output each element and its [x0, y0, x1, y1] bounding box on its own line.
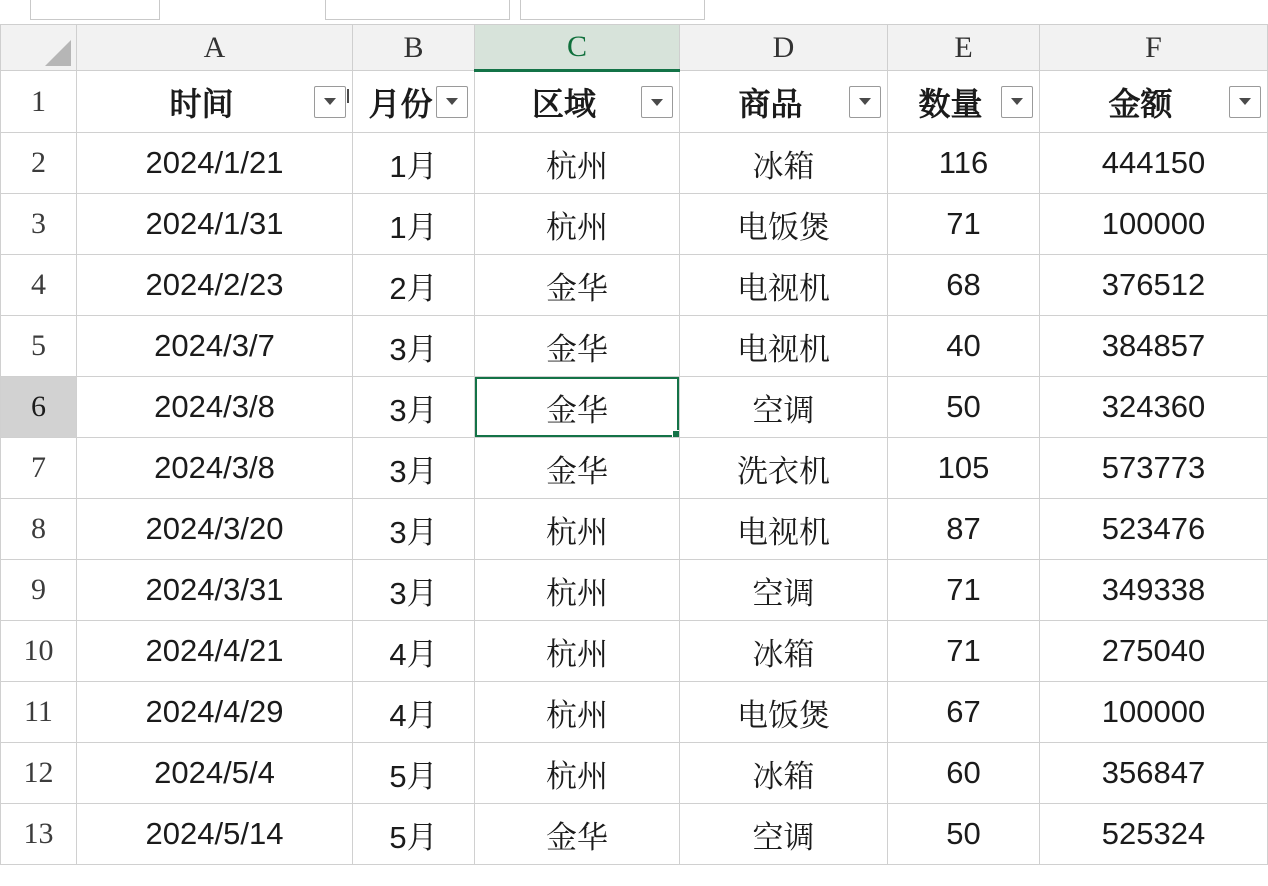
cell-F2[interactable]: 444150: [1040, 133, 1268, 194]
row-header-9[interactable]: 9: [1, 560, 77, 621]
table-row: [1, 255, 1268, 316]
row-header-12[interactable]: 12: [1, 743, 77, 804]
header-cell-label: 区域: [531, 86, 596, 122]
column-header-e[interactable]: E: [888, 25, 1040, 71]
column-header-row: [1, 25, 1268, 71]
header-cell-label: 数量: [918, 85, 983, 122]
header-cell-label: 商品: [738, 85, 803, 122]
header-cell-3[interactable]: [475, 71, 680, 133]
column-header-a[interactable]: A: [77, 25, 353, 71]
browser-tab-1[interactable]: [30, 0, 160, 20]
browser-tab-3[interactable]: [520, 0, 705, 20]
row-header-7[interactable]: 7: [1, 438, 77, 499]
filter-dropdown-icon[interactable]: [849, 86, 881, 118]
cell-C10[interactable]: 杭州: [475, 621, 680, 682]
cell-F13[interactable]: 525324: [1040, 804, 1268, 865]
table-header-row: [1, 71, 1268, 133]
cell-A12[interactable]: 2024/5/4: [77, 743, 353, 804]
cell-B8[interactable]: 3月: [353, 499, 475, 560]
cell-F7[interactable]: 573773: [1040, 438, 1268, 499]
table-row: [1, 133, 1268, 194]
cell-F5[interactable]: 384857: [1040, 316, 1268, 377]
cell-B5[interactable]: 3月: [353, 316, 475, 377]
cell-A3[interactable]: 2024/1/31: [77, 194, 353, 255]
filter-dropdown-icon[interactable]: [1229, 86, 1261, 118]
cell-B2[interactable]: 1月: [353, 133, 475, 194]
cell-C12[interactable]: 杭州: [475, 743, 680, 804]
cell-B12[interactable]: 5月: [353, 743, 475, 804]
cell-B3[interactable]: 1月: [353, 194, 475, 255]
cell-E4[interactable]: 68: [888, 255, 1040, 316]
cell-F4[interactable]: 376512: [1040, 255, 1268, 316]
cell-A13[interactable]: 2024/5/14: [77, 804, 353, 865]
header-cell-label: 月份: [368, 85, 433, 122]
fill-handle[interactable]: [672, 430, 680, 438]
table-row: [1, 377, 1268, 438]
cell-E9[interactable]: 71: [888, 560, 1040, 621]
row-header-13[interactable]: 13: [1, 804, 77, 865]
row-header-4[interactable]: 4: [1, 255, 77, 316]
table-row: [1, 438, 1268, 499]
browser-tab-2[interactable]: [325, 0, 510, 20]
row-header-3[interactable]: 3: [1, 194, 77, 255]
cell-C9[interactable]: 杭州: [475, 560, 680, 621]
cell-A11[interactable]: 2024/4/29: [77, 682, 353, 743]
select-all-triangle-icon: [45, 40, 71, 66]
cell-C11[interactable]: 杭州: [475, 682, 680, 743]
cell-D3[interactable]: 电饭煲: [680, 194, 888, 255]
cell-F6[interactable]: 324360: [1040, 377, 1268, 438]
header-cell-6[interactable]: [1040, 71, 1268, 133]
column-header-d[interactable]: D: [680, 25, 888, 71]
cell-A10[interactable]: 2024/4/21: [77, 621, 353, 682]
cell-A7[interactable]: 2024/3/8: [77, 438, 353, 499]
row-header-5[interactable]: 5: [1, 316, 77, 377]
sheet-tab-strip: [0, 0, 1268, 24]
table-row: [1, 316, 1268, 377]
cell-E8[interactable]: 87: [888, 499, 1040, 560]
cell-B4[interactable]: 2月: [353, 255, 475, 316]
header-cell-5[interactable]: [888, 71, 1040, 133]
cell-B11[interactable]: 4月: [353, 682, 475, 743]
cell-E11[interactable]: 67: [888, 682, 1040, 743]
cell-D2[interactable]: 冰箱: [680, 133, 888, 194]
header-cell-label: 时间: [169, 85, 234, 122]
cell-D8[interactable]: 电视机: [680, 499, 888, 560]
cell-F9[interactable]: 349338: [1040, 560, 1268, 621]
column-header-f[interactable]: F: [1040, 25, 1268, 71]
cell-A6[interactable]: 2024/3/8: [77, 377, 353, 438]
row-header-11[interactable]: 11: [1, 682, 77, 743]
table-row: [1, 560, 1268, 621]
filter-dropdown-icon[interactable]: [314, 86, 346, 118]
cell-C3[interactable]: 杭州: [475, 194, 680, 255]
table-row: [1, 499, 1268, 560]
cell-E10[interactable]: 71: [888, 621, 1040, 682]
cell-C7[interactable]: 金华: [475, 438, 680, 499]
cell-A2[interactable]: 2024/1/21: [77, 133, 353, 194]
cell-F11[interactable]: 100000: [1040, 682, 1268, 743]
cell-D11[interactable]: 电饭煲: [680, 682, 888, 743]
cell-D12[interactable]: 冰箱: [680, 743, 888, 804]
cell-C8[interactable]: 杭州: [475, 499, 680, 560]
header-cell-2[interactable]: [353, 71, 475, 133]
cell-D6[interactable]: 空调: [680, 377, 888, 438]
header-cell-label: 金额: [1108, 85, 1173, 122]
row-header-8[interactable]: 8: [1, 499, 77, 560]
cell-F10[interactable]: 275040: [1040, 621, 1268, 682]
cell-A4[interactable]: 2024/2/23: [77, 255, 353, 316]
cell-B10[interactable]: 4月: [353, 621, 475, 682]
cell-E3[interactable]: 71: [888, 194, 1040, 255]
cell-D9[interactable]: 空调: [680, 560, 888, 621]
cell-B13[interactable]: 5月: [353, 804, 475, 865]
table-row: [1, 621, 1268, 682]
filter-dropdown-icon[interactable]: [1001, 86, 1033, 118]
cell-F12[interactable]: 356847: [1040, 743, 1268, 804]
column-header-b[interactable]: B: [353, 25, 475, 71]
cell-E13[interactable]: 50: [888, 804, 1040, 865]
cell-D10[interactable]: 冰箱: [680, 621, 888, 682]
cell-D7[interactable]: 洗衣机: [680, 438, 888, 499]
cell-B7[interactable]: 3月: [353, 438, 475, 499]
cell-E6[interactable]: 50: [888, 377, 1040, 438]
cell-F8[interactable]: 523476: [1040, 499, 1268, 560]
table-row: [1, 682, 1268, 743]
header-cell-1[interactable]: [77, 71, 353, 133]
cell-C13[interactable]: 金华: [475, 804, 680, 865]
row-header-6[interactable]: 6: [1, 377, 77, 438]
worksheet-grid: [0, 24, 1268, 865]
filter-dropdown-icon[interactable]: [436, 86, 468, 118]
row-header-2[interactable]: 2: [1, 133, 77, 194]
cell-B9[interactable]: 3月: [353, 560, 475, 621]
cell-B6[interactable]: 3月: [353, 377, 475, 438]
row-header-1[interactable]: 1: [1, 71, 77, 133]
table-row: [1, 804, 1268, 865]
row-header-10[interactable]: 10: [1, 621, 77, 682]
cell-C5[interactable]: 金华: [475, 316, 680, 377]
table-row: [1, 194, 1268, 255]
cell-E5[interactable]: 40: [888, 316, 1040, 377]
header-cell-4[interactable]: [680, 71, 888, 133]
cell-A5[interactable]: 2024/3/7: [77, 316, 353, 377]
cell-D5[interactable]: 电视机: [680, 316, 888, 377]
cell-D13[interactable]: 空调: [680, 804, 888, 865]
cell-D4[interactable]: 电视机: [680, 255, 888, 316]
cell-C2[interactable]: 杭州: [475, 133, 680, 194]
cell-F3[interactable]: 100000: [1040, 194, 1268, 255]
cell-E12[interactable]: 60: [888, 743, 1040, 804]
cell-E7[interactable]: 105: [888, 438, 1040, 499]
column-header-c[interactable]: C: [475, 25, 680, 71]
cell-A9[interactable]: 2024/3/31: [77, 560, 353, 621]
table-row: [1, 743, 1268, 804]
cell-A8[interactable]: 2024/3/20: [77, 499, 353, 560]
cell-E2[interactable]: 116: [888, 133, 1040, 194]
filter-dropdown-icon[interactable]: [641, 86, 673, 118]
cell-C4[interactable]: 金华: [475, 255, 680, 316]
select-all-corner[interactable]: [1, 25, 77, 71]
cell-C6[interactable]: 金华: [475, 377, 680, 438]
